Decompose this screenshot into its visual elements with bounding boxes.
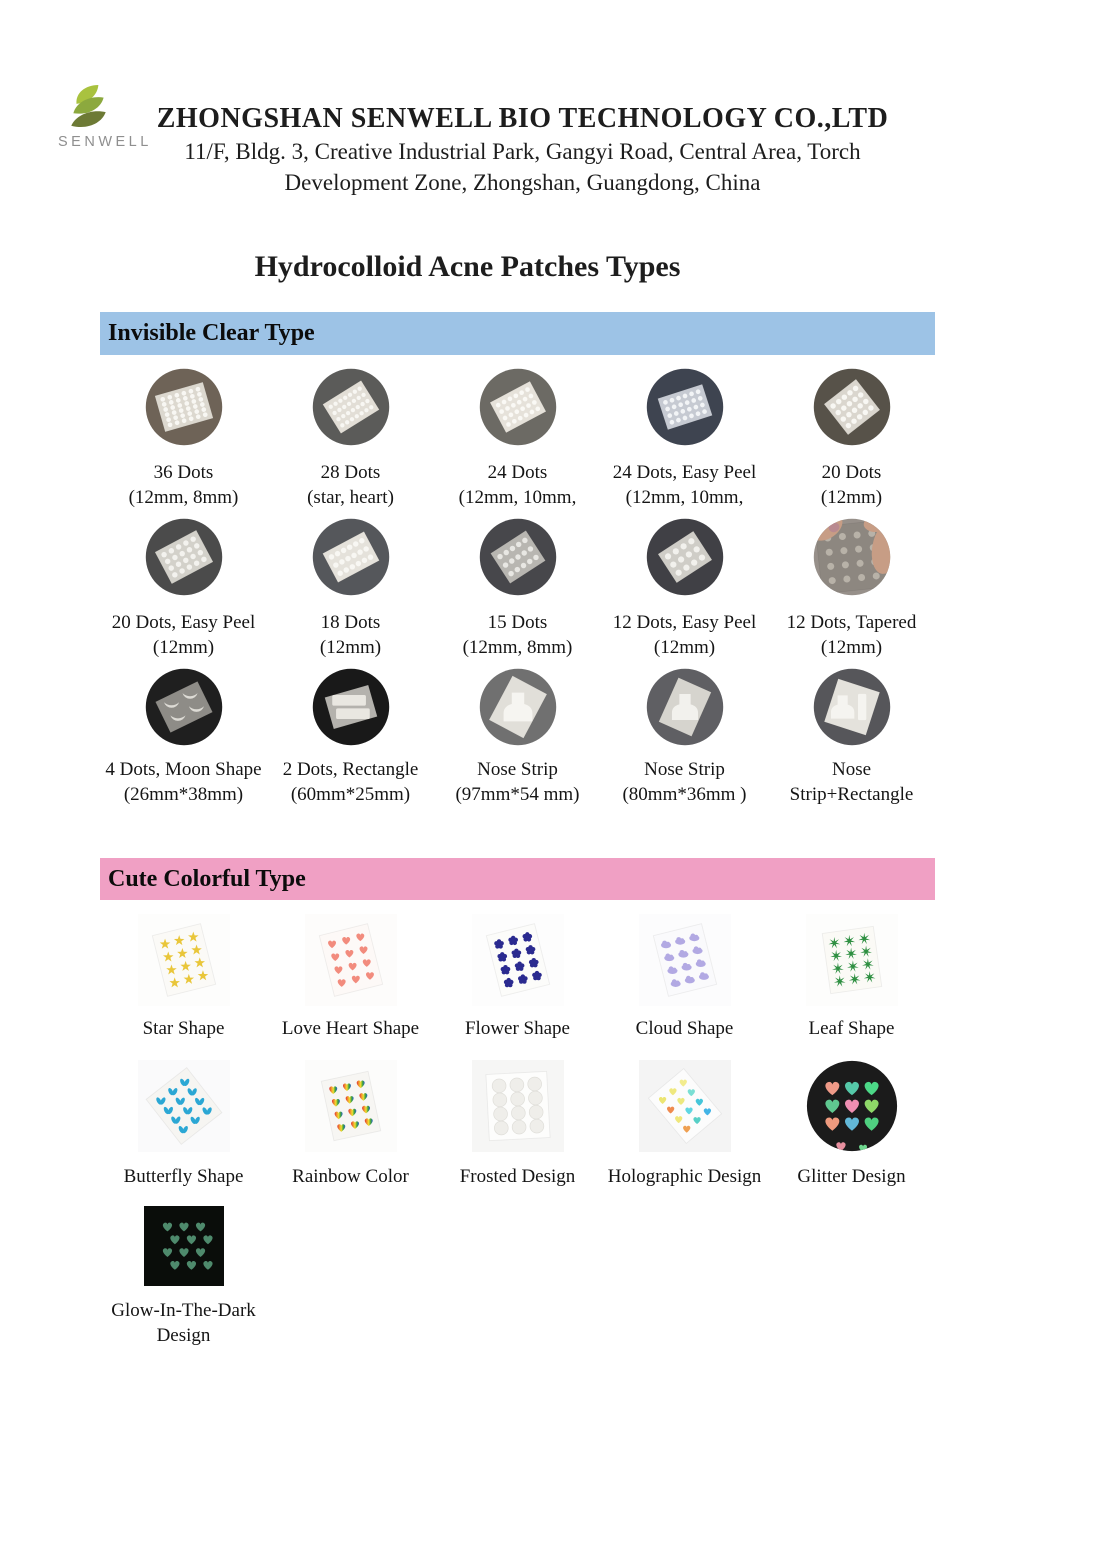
product-photo <box>646 668 724 746</box>
product-photo <box>472 1060 564 1152</box>
product-photo-frame <box>768 668 935 746</box>
product-card <box>434 1060 601 1222</box>
product-photo-frame <box>434 914 601 1006</box>
product-photo <box>312 518 390 596</box>
product-photo-frame <box>434 668 601 746</box>
product-label <box>762 460 941 510</box>
product-row <box>100 1206 935 1356</box>
product-label <box>762 1016 941 1041</box>
product-photo-frame <box>267 368 434 446</box>
product-card <box>100 518 267 668</box>
product-photo <box>479 368 557 446</box>
product-row <box>100 914 935 1074</box>
product-label <box>94 1164 273 1189</box>
section-title: Invisible Clear Type <box>108 320 315 346</box>
product-card <box>100 914 267 1074</box>
product-label <box>762 757 941 807</box>
product-card <box>601 914 768 1074</box>
product-photo-frame <box>434 1060 601 1152</box>
product-photo <box>813 518 891 596</box>
product-card <box>768 518 935 668</box>
product-label-line: (12mm, 10mm, <box>458 487 577 508</box>
product-photo-frame <box>601 914 768 1006</box>
product-label-line: 20 Dots, Easy Peel <box>111 612 256 633</box>
product-label-line: 28 Dots <box>320 462 381 483</box>
product-label-line: 24 Dots <box>487 462 548 483</box>
product-label-line: Flower Shape <box>464 1018 570 1039</box>
product-label-line: Love Heart Shape <box>281 1018 420 1039</box>
product-photo-frame <box>100 914 267 1006</box>
product-label-line: Design <box>156 1325 211 1346</box>
product-photo-frame <box>768 1060 935 1152</box>
product-photo-frame <box>100 518 267 596</box>
product-label-line: (12mm) <box>152 637 215 658</box>
product-card <box>601 518 768 668</box>
product-photo-frame <box>267 1060 434 1152</box>
product-card <box>601 368 768 518</box>
product-label-line: Strip+Rectangle <box>789 784 914 805</box>
product-photo <box>305 1060 397 1152</box>
product-label-line: (12mm, 10mm, <box>625 487 744 508</box>
product-row <box>100 668 935 815</box>
section-header-invisible <box>100 312 935 355</box>
product-card <box>434 368 601 518</box>
product-label <box>261 1164 440 1189</box>
product-label-line: 24 Dots, Easy Peel <box>612 462 757 483</box>
product-label <box>762 610 941 660</box>
product-label-line: 20 Dots <box>821 462 882 483</box>
product-label-line: Butterfly Shape <box>123 1166 244 1187</box>
product-photo <box>813 668 891 746</box>
product-label-line: Leaf Shape <box>808 1018 895 1039</box>
product-label <box>428 1164 607 1189</box>
product-photo <box>145 668 223 746</box>
company-address-line1: 11/F, Bldg. 3, Creative Industrial Park, Gangyi Road, Central Area, Torch <box>184 139 861 164</box>
product-photo-frame <box>768 518 935 596</box>
product-card <box>100 368 267 518</box>
product-photo <box>305 914 397 1006</box>
product-photo-frame <box>768 368 935 446</box>
product-card <box>267 668 434 815</box>
product-label-line: 15 Dots <box>487 612 548 633</box>
product-label-line: 18 Dots <box>320 612 381 633</box>
product-label-line: 12 Dots, Easy Peel <box>612 612 757 633</box>
product-card <box>267 914 434 1074</box>
product-label-line: (60mm*25mm) <box>290 784 411 805</box>
product-photo <box>646 518 724 596</box>
product-label-line: (80mm*36mm ) <box>622 784 747 805</box>
product-label <box>261 460 440 510</box>
product-label-line: 12 Dots, Tapered <box>786 612 917 633</box>
product-card <box>267 1060 434 1222</box>
product-label-line: (12mm, 8mm) <box>462 637 573 658</box>
product-label <box>595 610 774 660</box>
product-label <box>428 460 607 510</box>
product-card <box>601 668 768 815</box>
product-photo <box>138 1060 230 1152</box>
product-photo-frame <box>267 668 434 746</box>
product-photo-frame <box>601 368 768 446</box>
product-label <box>762 1164 941 1189</box>
product-photo-frame <box>601 1060 768 1152</box>
product-photo-frame <box>267 518 434 596</box>
product-label <box>428 1016 607 1041</box>
product-photo-frame <box>601 518 768 596</box>
product-label-line: 4 Dots, Moon Shape <box>105 759 262 780</box>
product-card <box>434 518 601 668</box>
product-photo <box>144 1206 224 1286</box>
product-card <box>267 368 434 518</box>
document-title: Hydrocolloid Acne Patches Types <box>254 250 681 283</box>
product-label-line: (97mm*54 mm) <box>455 784 580 805</box>
product-card <box>434 914 601 1074</box>
product-label <box>94 1016 273 1041</box>
product-label-line: (star, heart) <box>307 487 394 508</box>
product-photo <box>145 518 223 596</box>
product-card <box>601 1060 768 1222</box>
section-title: Cute Colorful Type <box>108 865 306 892</box>
product-label-line: (12mm) <box>653 637 716 658</box>
product-photo-frame <box>100 1060 267 1152</box>
letterhead <box>135 102 910 198</box>
product-label-line: (12mm, 8mm) <box>128 487 239 508</box>
product-label-line: Holographic Design <box>607 1166 762 1187</box>
product-photo-frame <box>100 668 267 746</box>
product-photo <box>646 368 724 446</box>
product-photo-frame <box>434 368 601 446</box>
product-photo <box>479 518 557 596</box>
product-photo-frame <box>100 368 267 446</box>
product-label <box>595 460 774 510</box>
product-card <box>267 518 434 668</box>
product-photo-frame <box>434 518 601 596</box>
product-label-line: Glitter Design <box>797 1166 906 1187</box>
product-label-line: 36 Dots <box>153 462 214 483</box>
product-card <box>768 368 935 518</box>
product-card <box>100 1060 267 1222</box>
leaf-logo-icon <box>60 84 118 132</box>
product-label-line: (12mm) <box>319 637 382 658</box>
logo-brand-text: SENWELL <box>58 134 152 150</box>
product-card <box>100 668 267 815</box>
product-photo <box>479 668 557 746</box>
product-label-line: Nose Strip <box>644 759 725 780</box>
product-card <box>100 1206 267 1356</box>
product-label <box>428 610 607 660</box>
product-label-line: Star Shape <box>142 1018 225 1039</box>
product-label <box>94 610 273 660</box>
product-photo-frame <box>267 914 434 1006</box>
product-card <box>768 914 935 1074</box>
product-photo <box>145 368 223 446</box>
section-header-colorful <box>100 858 935 900</box>
product-card <box>434 668 601 815</box>
product-card <box>768 1060 935 1222</box>
product-photo-frame <box>100 1206 267 1286</box>
product-label <box>595 1164 774 1189</box>
product-label <box>94 757 273 807</box>
product-label <box>261 757 440 807</box>
product-label-line: (12mm) <box>820 637 883 658</box>
product-label <box>428 757 607 807</box>
product-row <box>100 368 935 518</box>
product-photo <box>138 914 230 1006</box>
product-label <box>94 1298 273 1348</box>
product-photo-frame <box>601 668 768 746</box>
product-label-line: Cloud Shape <box>635 1018 734 1039</box>
product-photo <box>806 1060 898 1152</box>
company-name: ZHONGSHAN SENWELL BIO TECHNOLOGY CO.,LTD <box>156 103 889 134</box>
product-label-line: Rainbow Color <box>292 1166 409 1187</box>
product-row <box>100 518 935 668</box>
product-photo <box>813 368 891 446</box>
product-photo <box>472 914 564 1006</box>
product-label <box>261 610 440 660</box>
product-label-line: Nose <box>831 759 872 780</box>
product-photo <box>639 1060 731 1152</box>
product-label-line: 2 Dots, Rectangle <box>282 759 419 780</box>
product-photo <box>639 914 731 1006</box>
product-photo <box>806 914 898 1006</box>
product-label-line: (12mm) <box>820 487 883 508</box>
product-photo <box>312 668 390 746</box>
product-row <box>100 1060 935 1222</box>
product-label-line: (26mm*38mm) <box>123 784 244 805</box>
product-label <box>595 757 774 807</box>
product-photo <box>312 368 390 446</box>
product-label-line: Frosted Design <box>459 1166 576 1187</box>
company-address-line2: Development Zone, Zhongshan, Guangdong, China <box>284 170 761 195</box>
product-label <box>261 1016 440 1041</box>
product-label-line: Nose Strip <box>477 759 558 780</box>
product-card <box>768 668 935 815</box>
product-label-line: Glow-In-The-Dark <box>111 1300 256 1321</box>
product-label <box>595 1016 774 1041</box>
product-label <box>94 460 273 510</box>
product-photo-frame <box>768 914 935 1006</box>
